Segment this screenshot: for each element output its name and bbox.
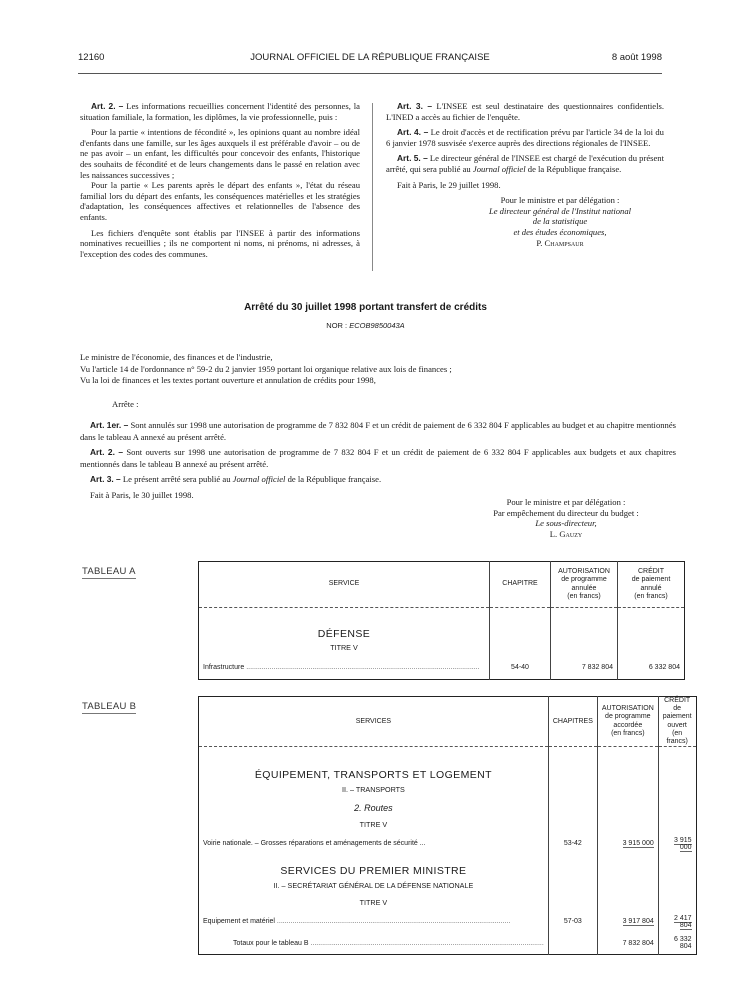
header-line: (en francs) bbox=[567, 592, 601, 600]
signature-line bbox=[456, 227, 664, 238]
article-2 bbox=[80, 447, 676, 470]
subsection-row bbox=[199, 781, 697, 799]
table-row bbox=[199, 911, 697, 933]
article-2 bbox=[80, 101, 360, 122]
article-label: Art. 2. – bbox=[91, 101, 124, 111]
header-line: annulée bbox=[571, 584, 597, 592]
header-chapitre: CHAPITRES bbox=[548, 697, 597, 747]
article-text: Les informations recueillies concernent l'identité des personnes, la situation familiale, la formation, les diplômes, la vie professionnelle, puis : bbox=[80, 101, 360, 122]
article-label: Art. 4. – bbox=[397, 127, 429, 138]
header-line: CRÉDIT bbox=[637, 568, 665, 576]
article-text: Le droit d'accès et de rectification prévu par l'article 34 de la loi du 6 janvier 1978 susvisée s'exerce auprès des directions régionales de l'INSEE. bbox=[386, 127, 664, 148]
header-autorisation bbox=[597, 697, 658, 747]
article-text: Le directeur général de l'INSEE est chargé de l'exécution du présent arrêté, qui sera publié au bbox=[386, 153, 664, 174]
signature-line bbox=[446, 518, 686, 529]
header-line: AUTORISATION bbox=[601, 705, 654, 713]
page-number: 12160 bbox=[78, 52, 105, 63]
row-credit bbox=[658, 911, 696, 933]
article-4 bbox=[386, 127, 664, 148]
header-line: CRÉDIT bbox=[664, 697, 691, 704]
signature-line bbox=[456, 216, 664, 227]
row-credit bbox=[658, 833, 696, 855]
visa-line: Vu la loi de finances et les textes portant ouverture et annulation de crédits pour 1998, bbox=[80, 375, 376, 385]
row-credit-value: 3 915 000 bbox=[674, 836, 692, 851]
article-label: Art. 5. – bbox=[397, 153, 428, 164]
article-text: Sont annulés sur 1998 une autorisation de programme de 7 832 804 F et un crédit de paiement de 6 332 804 F applicables au budget et au chapitre mentionnés dans le tableau A annexé au présent arrêté. bbox=[80, 420, 676, 442]
titre-row bbox=[199, 817, 697, 833]
section-title: SERVICES DU PREMIER MINISTRE bbox=[280, 864, 467, 877]
header-chapitre: CHAPITRE bbox=[490, 562, 551, 608]
signature-line: Pour le ministre et par délégation : bbox=[500, 195, 620, 206]
article-label: Art. 3. – bbox=[90, 474, 121, 484]
signature-line: Pour le ministre et par délégation : bbox=[506, 497, 626, 507]
row-autorisation: 7 832 804 bbox=[551, 656, 618, 680]
arrete-body bbox=[80, 352, 676, 505]
page-header bbox=[78, 52, 662, 66]
article-1 bbox=[80, 420, 676, 443]
row-chapitre: 53-42 bbox=[548, 833, 597, 855]
nor-label: NOR : bbox=[326, 321, 348, 330]
table-header-row bbox=[199, 697, 697, 747]
article-label: Art. 3. – bbox=[397, 101, 433, 111]
journal-officiel-ref: Journal officiel bbox=[232, 474, 286, 484]
table-row bbox=[199, 833, 697, 855]
tableau-a bbox=[198, 561, 685, 680]
table-row bbox=[199, 656, 685, 680]
header-credit bbox=[658, 697, 696, 747]
visa-line: Vu l'article 14 de l'ordonnance n° 59-2 du 2 janvier 1959 portant loi organique relative aux lois de finances ; bbox=[80, 363, 452, 374]
fait-a-paris: Fait à Paris, le 30 juillet 1998. bbox=[90, 489, 194, 500]
totals-credit: 6 332 804 bbox=[658, 933, 696, 955]
right-column bbox=[386, 101, 664, 248]
row-service-text: Infrastructure ..... bbox=[203, 664, 480, 671]
row-credit: 6 332 804 bbox=[618, 656, 685, 680]
signature-title: de la statistique bbox=[532, 216, 588, 227]
subsubsection-row bbox=[199, 799, 697, 817]
nor-code: ECOB9850043A bbox=[349, 321, 405, 330]
signature-title: et des études économiques, bbox=[513, 226, 607, 237]
article-3 bbox=[386, 101, 664, 122]
header-line: AUTORISATION bbox=[558, 568, 610, 576]
article-text: Le présent arrêté sera publié au bbox=[122, 474, 231, 484]
section-row bbox=[199, 608, 685, 640]
totals-label bbox=[199, 933, 549, 955]
titre-row bbox=[199, 895, 697, 911]
row-autorisation bbox=[597, 833, 658, 855]
article-5 bbox=[386, 153, 664, 174]
header-line: accordée bbox=[613, 721, 643, 729]
row-chapitre: 57-03 bbox=[548, 911, 597, 933]
header-line: de paiement bbox=[631, 576, 671, 584]
signature-line: Par empêchement du directeur du budget : bbox=[493, 507, 639, 518]
signatory-name: P. Champsaur bbox=[536, 237, 584, 248]
left-column bbox=[80, 101, 360, 264]
titre-label: TITRE V bbox=[359, 898, 388, 908]
paragraph-fichiers: Les fichiers d'enquête sont établis par l'INSEE à partir des informations nominatives recueillies ; ils ne comportent ni noms, ni prénoms, ni adresses, à l'exception des codes des communes. bbox=[80, 227, 360, 259]
article-3 bbox=[80, 474, 676, 486]
article-text: de la République française. bbox=[527, 163, 622, 174]
totals-chapitre bbox=[548, 933, 597, 955]
signature-line bbox=[456, 206, 664, 217]
header-line: de programme bbox=[605, 713, 651, 721]
section-title: ÉQUIPEMENT, TRANSPORTS ET LOGEMENT bbox=[254, 768, 492, 781]
arrete-title: Arrêté du 30 juillet 1998 portant transfert de crédits bbox=[244, 302, 487, 313]
tableau-b bbox=[198, 696, 697, 955]
totals-row bbox=[199, 933, 697, 955]
header-line: de programme bbox=[561, 576, 607, 584]
header-line: de paiement bbox=[662, 705, 692, 721]
row-credit-value: 2 417 804 bbox=[674, 914, 692, 929]
row-chapitre: 54-40 bbox=[490, 656, 551, 680]
paragraph-fecondite: Pour la partie « intentions de fécondité », les opinions quant au nombre idéal d'enfants dans une famille, sur les âges auxquels il est préférable d'avoir – ou de ne pas avoir – un enfant, les difficultés pour concevoir des enfants, l'historique des souhaits de fécondité et de leurs changements dans le passé en relation avec les naissances successives ; bbox=[80, 127, 360, 180]
tableau-a-label: TABLEAU A bbox=[82, 566, 136, 577]
header-autorisation bbox=[551, 562, 618, 608]
article-label: Art. 2. – bbox=[90, 447, 124, 457]
section-title: DÉFENSE bbox=[317, 627, 371, 640]
signature-title: Le sous-directeur, bbox=[535, 518, 597, 529]
article-label: Art. 1er. – bbox=[90, 420, 129, 430]
header-line: annulé bbox=[640, 584, 662, 592]
subsection-title: II. – TRANSPORTS bbox=[341, 785, 405, 795]
article-text: Sont ouverts sur 1998 une autorisation de programme de 7 832 804 F et un crédit de paiement de 6 332 804 F applicables aux budgets et aux chapitres mentionnés dans le tableau B annexé au présent arrêté. bbox=[80, 447, 676, 469]
article-text: L'INSEE est seul destinataire des questionnaires confidentiels. L'INED a accès au fichier de l'enquête. bbox=[386, 101, 664, 122]
visa-line: Le ministre de l'économie, des finances et de l'industrie, bbox=[80, 352, 273, 362]
arrete-word: Arrête : bbox=[112, 398, 139, 409]
table-header-row bbox=[199, 562, 685, 608]
journal-title: JOURNAL OFFICIEL DE LA RÉPUBLIQUE FRANÇAISE bbox=[250, 52, 490, 63]
titre-row bbox=[199, 640, 685, 656]
issue-date: 8 août 1998 bbox=[611, 52, 662, 63]
subsection-title: II. – SECRÉTARIAT GÉNÉRAL DE LA DÉFENSE NATIONALE bbox=[273, 881, 474, 891]
header-line: (en francs) bbox=[634, 592, 668, 600]
header-credit bbox=[618, 562, 685, 608]
row-service-text: Voirie nationale. – Grosses réparations et aménagements de sécurité bbox=[203, 840, 418, 848]
header-line: ouvert bbox=[667, 721, 687, 729]
tableau-b-label: TABLEAU B bbox=[82, 701, 137, 712]
journal-officiel-ref: Journal officiel bbox=[472, 163, 526, 174]
section-row bbox=[199, 747, 697, 781]
column-divider bbox=[372, 103, 373, 271]
subsection-row bbox=[199, 877, 697, 895]
fait-a-paris: Fait à Paris, le 29 juillet 1998. bbox=[397, 179, 501, 190]
totals-autorisation: 7 832 804 bbox=[597, 933, 658, 955]
header-rule bbox=[78, 73, 662, 74]
row-autorisation-value: 3 917 804 bbox=[622, 918, 654, 926]
row-service: Voirie nationale. – Grosses réparations et aménagements de sécurité ... bbox=[203, 840, 426, 848]
article-text: de la République française. bbox=[287, 474, 382, 484]
subsubsection-title: 2. Routes bbox=[354, 802, 393, 813]
arrete-signature-block bbox=[446, 497, 686, 539]
header-service: SERVICE bbox=[199, 562, 490, 608]
signatory-name: L. Gauzy bbox=[549, 528, 583, 539]
signature-title: Le directeur général de l'Institut national bbox=[488, 205, 632, 216]
nor-reference bbox=[0, 321, 731, 330]
section-row bbox=[199, 855, 697, 877]
header-line: (en francs) bbox=[666, 729, 688, 746]
header-line: (en francs) bbox=[611, 729, 645, 737]
paragraph-parents: Pour la partie « Les parents après le départ des enfants », l'état du réseau familial lors du départ des enfants, les conséquences matérielles et les stratégies d'adaptation, les conséquences affectives et relationnelles de l'absence des enfants. bbox=[80, 180, 360, 222]
totals-label-text: Totaux pour le tableau B ..... bbox=[233, 940, 544, 947]
row-service-text: Equipement et matériel ..... bbox=[203, 918, 510, 925]
row-service bbox=[199, 911, 549, 933]
signature-block bbox=[456, 195, 664, 248]
header-service: SERVICES bbox=[199, 697, 549, 747]
row-autorisation bbox=[597, 911, 658, 933]
titre-label: TITRE V bbox=[359, 820, 388, 830]
row-service bbox=[199, 656, 490, 680]
row-autorisation-value: 3 915 000 bbox=[622, 840, 654, 848]
titre-label: TITRE V bbox=[330, 643, 358, 652]
